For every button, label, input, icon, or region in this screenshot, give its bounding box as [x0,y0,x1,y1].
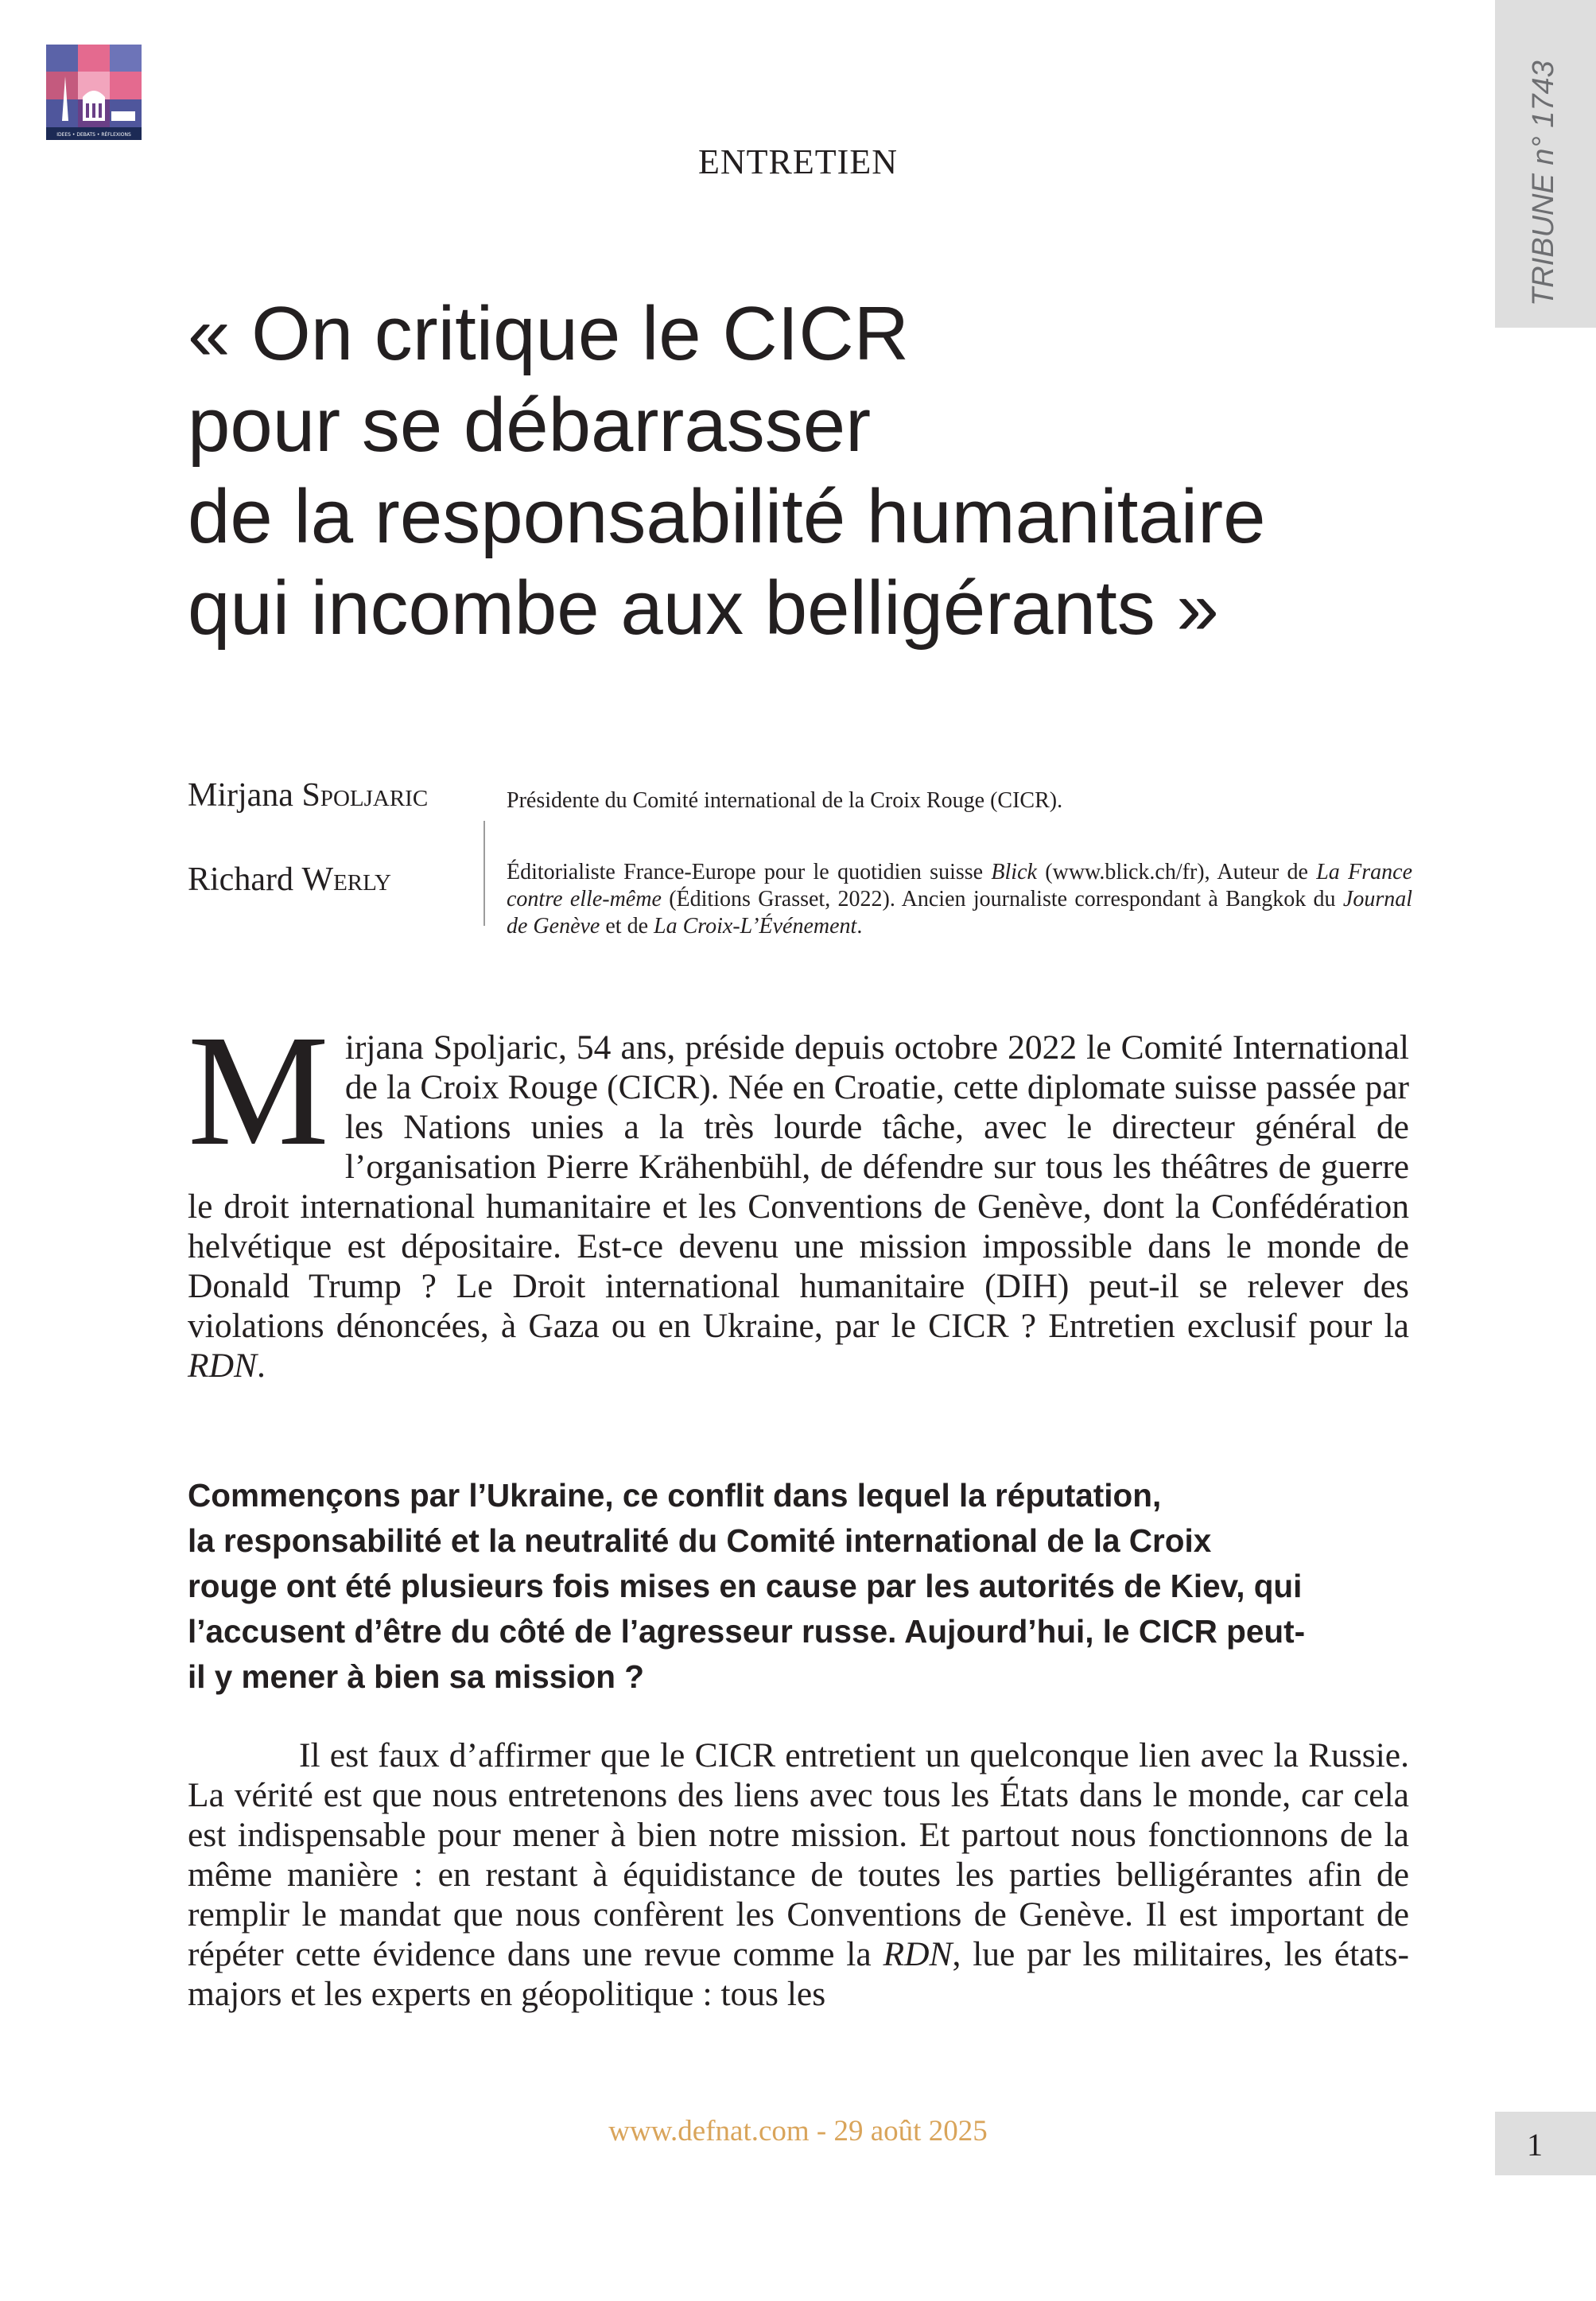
title-line: « On critique le CICR [188,291,909,376]
author-name: Mirjana Spoljaric [188,777,429,814]
logo-caption: IDEES • DEBATS • RÉFLEXIONS [56,132,131,138]
title-line: pour se débarrasser [188,383,872,468]
article-title [188,288,1428,654]
title-line: qui incombe aux belligérants » [188,566,1219,651]
title-line: de la responsabilité humanitaire [188,474,1266,559]
interview-answer: Il est faux d’affirmer que le CICR entretient un quelconque lien avec la Russie. La vérité est que nous entretenons des liens avec tous les États dans le monde, car cela est indispensable pour mener à bien notre mission. Et partout nous fonctionnons de la même manière : en restant à équidistance de toutes les parties belligérantes afin de remplir le mandat que nous confèrent les Conventions de Genève. Il est important de répéter cette évidence dans une revue comme la RDN, lue par les militaires, les états-majors et les experts en géopolitique : tous les [188,1736,1409,2013]
institution-logo-icon [46,45,142,140]
footer-website-date: www.defnat.com - 29 août 2025 [608,2115,988,2147]
author-description: Éditorialiste France-Europe pour le quotidien suisse Blick (www.blick.ch/fr), Auteur de La France contre elle-même (Éditions Grasset, 2022). Ancien journaliste correspondant à Bangkok du Journal de Genève et de La Croix-L’Événement. [507,860,1412,939]
page-number-box [1495,2112,1596,2175]
author-divider [483,821,485,926]
author-description: Présidente du Comité international de la Croix Rouge (CICR). [507,788,1063,813]
tribune-label: TRIBUNE n° 1743 [1527,60,1560,306]
author-name: Richard Werly [188,861,391,898]
interview-question: Commençons par l’Ukraine, ce conflit dans lequel la réputation, la responsabilité et la neutralité du Comité international de la Croix rouge ont été plusieurs fois mises en cause par les autorités de Kiev, qui l’accusent d’être du côté de l’agresseur russe. Aujourd’hui, le CICR peut- il y mener à bien sa mission ? [188,1477,1306,1695]
page-number: 1 [1527,2127,1543,2163]
drop-cap: M [188,1003,329,1179]
intro-paragraph: Mirjana Spoljaric, 54 ans, préside depuis octobre 2022 le Comité International de la Croix Rouge (CICR). Née en Croatie, cette diplomate suisse passée par les Nations unies a la très lourde tâche, avec le directeur général de l’organisation Pierre Krähenbühl, de défendre sur tous les théâtres de guerre le droit international humanitaire et les Conventions de Genève, dont la Confédération helvétique est dépositaire. Est-ce devenu une mission impossible dans le monde de Donald Trump ? Le Droit international humanitaire (DIH) peut-il se relever des violations dénoncées, à Gaza ou en Ukraine, par le CICR ? Entretien exclusif pour la RDN. [188,1003,1409,1385]
section-label: ENTRETIEN [698,142,898,181]
